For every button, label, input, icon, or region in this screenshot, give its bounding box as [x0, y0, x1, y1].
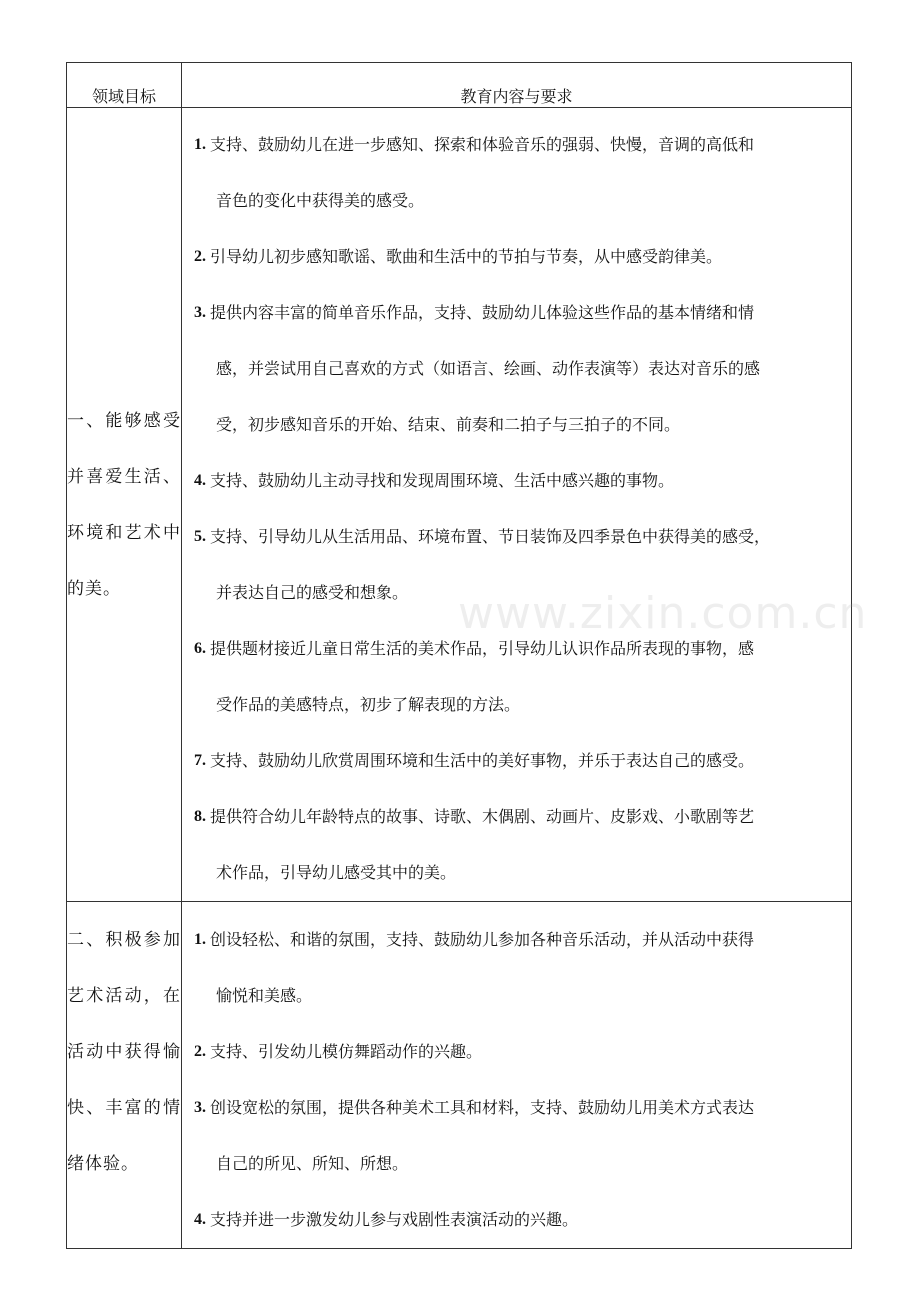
item-line: 支持、鼓励幼儿主动寻找和发现周围环境、生活中感兴趣的事物。	[210, 471, 675, 490]
item-line: 受作品的美感特点，初步了解表现的方法。	[216, 695, 521, 714]
item-number: 5.	[194, 528, 206, 545]
item-number: 4.	[194, 472, 206, 489]
table-header-row	[67, 63, 852, 108]
item-number: 1.	[194, 136, 206, 153]
item-number: 6.	[194, 640, 206, 657]
item-text	[210, 117, 851, 229]
item-text	[210, 1080, 851, 1192]
item-number: 1.	[194, 931, 206, 948]
item-number: 3.	[194, 1099, 206, 1116]
item-text	[210, 621, 851, 733]
list-item	[182, 912, 851, 1024]
item-line: 并表达自己的感受和想象。	[216, 583, 409, 602]
list-item	[182, 1080, 851, 1192]
goal-text: 一、能够感受并喜爱生活、环境和艺术中的美。	[67, 410, 181, 599]
item-line: 提供符合幼儿年龄特点的故事、诗歌、木偶剧、动画片、皮影戏、小歌剧等艺	[210, 807, 755, 826]
goal-cell	[67, 108, 182, 902]
item-text	[210, 229, 851, 285]
item-number: 4.	[194, 1211, 206, 1228]
list-item	[182, 509, 851, 621]
item-text	[210, 912, 851, 1024]
table-row	[67, 902, 852, 1249]
item-text	[210, 1024, 851, 1080]
item-line: 提供题材接近儿童日常生活的美术作品，引导幼儿认识作品所表现的事物，感	[210, 639, 755, 658]
item-number: 2.	[194, 248, 206, 265]
content-cell	[182, 902, 852, 1249]
item-text	[210, 789, 851, 901]
list-item	[182, 621, 851, 733]
content-cell	[182, 108, 852, 902]
goal-text: 二、积极参加艺术活动，在活动中获得愉快、丰富的情绪体验。	[67, 930, 181, 1174]
list-item	[182, 733, 851, 789]
list-item	[182, 229, 851, 285]
list-item	[182, 117, 851, 229]
header-content: 教育内容与要求	[182, 63, 852, 108]
item-line: 支持、引导幼儿从生活用品、环境布置、节日装饰及四季景色中获得美的感受，	[210, 527, 771, 546]
item-line: 支持、鼓励幼儿欣赏周围环境和生活中的美好事物，并乐于表达自己的感受。	[210, 751, 755, 770]
item-text	[210, 285, 851, 453]
list-item	[182, 285, 851, 453]
item-line: 愉悦和美感。	[216, 986, 313, 1005]
list-item	[182, 1192, 851, 1248]
list-item	[182, 1024, 851, 1080]
item-number: 7.	[194, 752, 206, 769]
item-line: 支持、引发幼儿模仿舞蹈动作的兴趣。	[210, 1042, 483, 1061]
list-item	[182, 789, 851, 901]
item-line: 支持并进一步激发幼儿参与戏剧性表演活动的兴趣。	[210, 1210, 579, 1229]
item-line: 术作品，引导幼儿感受其中的美。	[216, 863, 457, 882]
list-item	[182, 453, 851, 509]
watermark: www.zixin.com.cn	[458, 588, 868, 639]
education-table	[66, 62, 852, 1249]
item-line: 受，初步感知音乐的开始、结束、前奏和二拍子与三拍子的不同。	[216, 415, 681, 434]
item-line: 引导幼儿初步感知歌谣、歌曲和生活中的节拍与节奏，从中感受韵律美。	[210, 247, 723, 266]
header-goal: 领域目标	[67, 63, 182, 108]
item-number: 3.	[194, 304, 206, 321]
item-text	[210, 1192, 851, 1248]
item-line: 感，并尝试用自己喜欢的方式（如语言、绘画、动作表演等）表达对音乐的感	[216, 359, 761, 378]
item-line: 音色的变化中获得美的感受。	[216, 191, 425, 210]
item-text	[210, 509, 851, 621]
item-line: 自己的所见、所知、所想。	[216, 1154, 409, 1173]
item-text	[210, 733, 851, 789]
item-line: 创设轻松、和谐的氛围，支持、鼓励幼儿参加各种音乐活动，并从活动中获得	[210, 930, 755, 949]
item-number: 2.	[194, 1043, 206, 1060]
goal-cell	[67, 902, 182, 1249]
item-number: 8.	[194, 808, 206, 825]
table-row	[67, 108, 852, 902]
item-line: 支持、鼓励幼儿在进一步感知、探索和体验音乐的强弱、快慢，音调的高低和	[210, 135, 755, 154]
item-line: 提供内容丰富的简单音乐作品，支持、鼓励幼儿体验这些作品的基本情绪和情	[210, 303, 755, 322]
item-text	[210, 453, 851, 509]
item-line: 创设宽松的氛围，提供各种美术工具和材料，支持、鼓励幼儿用美术方式表达	[210, 1098, 755, 1117]
